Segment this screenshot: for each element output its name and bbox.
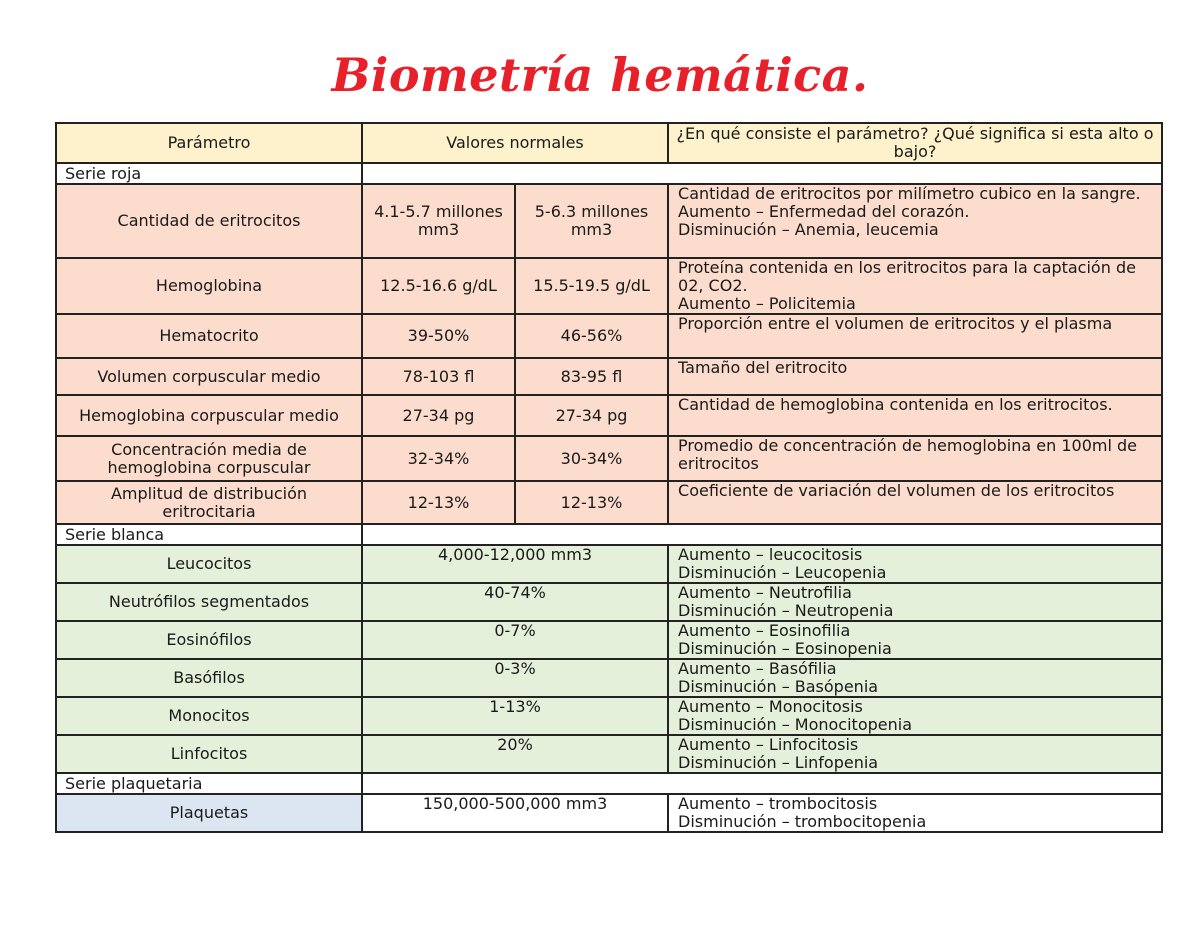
description-line: Disminución – Anemia, leucemia — [678, 220, 939, 239]
description-line: Proporción entre el volumen de eritrocitos y el plasma — [678, 314, 1113, 333]
value-range: 150,000-500,000 mm3 — [362, 794, 668, 832]
table-row — [56, 583, 1162, 621]
description-line: Disminución – Neutropenia — [678, 601, 894, 620]
header-row — [56, 123, 1162, 163]
section-label: Serie roja — [56, 163, 362, 184]
param-name: Hemoglobina — [56, 258, 362, 314]
value-range: 0-3% — [362, 659, 668, 697]
section-row-serie-plaquetaria — [56, 773, 1162, 794]
section-blank — [362, 773, 1162, 794]
param-description — [668, 735, 1162, 773]
description-line: Aumento – Enfermedad del corazón. — [678, 202, 970, 221]
value-range-1: 78-103 fl — [362, 358, 515, 395]
param-name: Amplitud de distribución eritrocitaria — [56, 481, 362, 524]
param-description — [668, 436, 1162, 481]
value-range-1: 4.1-5.7 millones mm3 — [362, 184, 515, 258]
table-row — [56, 621, 1162, 659]
description-line: Aumento – Eosinofilia — [678, 621, 851, 640]
section-label: Serie plaquetaria — [56, 773, 362, 794]
table-row — [56, 358, 1162, 395]
section-row-serie-roja — [56, 163, 1162, 184]
description-line: Disminución – Leucopenia — [678, 563, 887, 582]
description-line: Promedio de concentración de hemoglobina en 100ml de eritrocitos — [678, 436, 1138, 473]
param-description — [668, 659, 1162, 697]
table-row — [56, 258, 1162, 314]
value-range-2: 5-6.3 millones mm3 — [515, 184, 668, 258]
description-line: Cantidad de eritrocitos por milímetro cubico en la sangre. — [678, 184, 1141, 203]
param-name: Concentración media de hemoglobina corpuscular — [56, 436, 362, 481]
value-range-1: 39-50% — [362, 314, 515, 358]
value-range-2: 46-56% — [515, 314, 668, 358]
value-range-1: 32-34% — [362, 436, 515, 481]
param-name: Plaquetas — [56, 794, 362, 832]
table-row — [56, 481, 1162, 524]
value-range-1: 27-34 pg — [362, 395, 515, 436]
value-range: 4,000-12,000 mm3 — [362, 545, 668, 583]
value-range-2: 12-13% — [515, 481, 668, 524]
description-line: Cantidad de hemoglobina contenida en los eritrocitos. — [678, 395, 1113, 414]
value-range: 0-7% — [362, 621, 668, 659]
biometria-table — [55, 122, 1163, 833]
description-line: Coeficiente de variación del volumen de los eritrocitos — [678, 481, 1115, 500]
value-range: 1-13% — [362, 697, 668, 735]
value-range-2: 30-34% — [515, 436, 668, 481]
table-row — [56, 184, 1162, 258]
table-row — [56, 545, 1162, 583]
value-range: 20% — [362, 735, 668, 773]
description-line: Aumento – Basófilia — [678, 659, 837, 678]
section-blank — [362, 524, 1162, 545]
header-valores: Valores normales — [362, 123, 668, 163]
param-description — [668, 583, 1162, 621]
table-row — [56, 436, 1162, 481]
param-description — [668, 545, 1162, 583]
param-description — [668, 395, 1162, 436]
description-line: Disminución – trombocitopenia — [678, 812, 927, 831]
description-line: Disminución – Eosinopenia — [678, 639, 892, 658]
param-name: Eosinófilos — [56, 621, 362, 659]
param-name: Leucocitos — [56, 545, 362, 583]
param-name: Hemoglobina corpuscular medio — [56, 395, 362, 436]
value-range-2: 27-34 pg — [515, 395, 668, 436]
description-line: Proteína contenida en los eritrocitos para la captación de 02, CO2. — [678, 258, 1136, 295]
param-description — [668, 794, 1162, 832]
value-range: 40-74% — [362, 583, 668, 621]
param-description — [668, 481, 1162, 524]
param-name: Linfocitos — [56, 735, 362, 773]
description-line: Disminución – Monocitopenia — [678, 715, 912, 734]
value-range-1: 12-13% — [362, 481, 515, 524]
param-name: Basófilos — [56, 659, 362, 697]
description-line: Aumento – Policitemia — [678, 294, 856, 313]
param-description — [668, 258, 1162, 314]
table-row — [56, 697, 1162, 735]
section-row-serie-blanca — [56, 524, 1162, 545]
description-line: Tamaño del eritrocito — [678, 358, 848, 377]
table-row — [56, 735, 1162, 773]
param-description — [668, 697, 1162, 735]
param-name: Neutrófilos segmentados — [56, 583, 362, 621]
header-parametro: Parámetro — [56, 123, 362, 163]
value-range-2: 15.5-19.5 g/dL — [515, 258, 668, 314]
section-blank — [362, 163, 1162, 184]
param-description — [668, 314, 1162, 358]
param-description — [668, 621, 1162, 659]
param-description — [668, 358, 1162, 395]
param-name: Volumen corpuscular medio — [56, 358, 362, 395]
page-title: Biometría hemática. — [331, 48, 869, 102]
description-line: Aumento – trombocitosis — [678, 794, 878, 813]
param-name: Monocitos — [56, 697, 362, 735]
table-row — [56, 794, 1162, 832]
section-label: Serie blanca — [56, 524, 362, 545]
description-line: Aumento – Monocitosis — [678, 697, 863, 716]
param-name: Cantidad de eritrocitos — [56, 184, 362, 258]
description-line: Aumento – Neutrofilia — [678, 583, 852, 602]
description-line: Disminución – Basópenia — [678, 677, 879, 696]
value-range-1: 12.5-16.6 g/dL — [362, 258, 515, 314]
table-row — [56, 659, 1162, 697]
description-line: Disminución – Linfopenia — [678, 753, 879, 772]
table-row — [56, 314, 1162, 358]
header-pregunta: ¿En qué consiste el parámetro? ¿Qué significa si esta alto o bajo? — [668, 123, 1162, 163]
value-range-2: 83-95 fl — [515, 358, 668, 395]
table-row — [56, 395, 1162, 436]
description-line: Aumento – Linfocitosis — [678, 735, 859, 754]
param-name: Hematocrito — [56, 314, 362, 358]
param-description — [668, 184, 1162, 258]
description-line: Aumento – leucocitosis — [678, 545, 863, 564]
